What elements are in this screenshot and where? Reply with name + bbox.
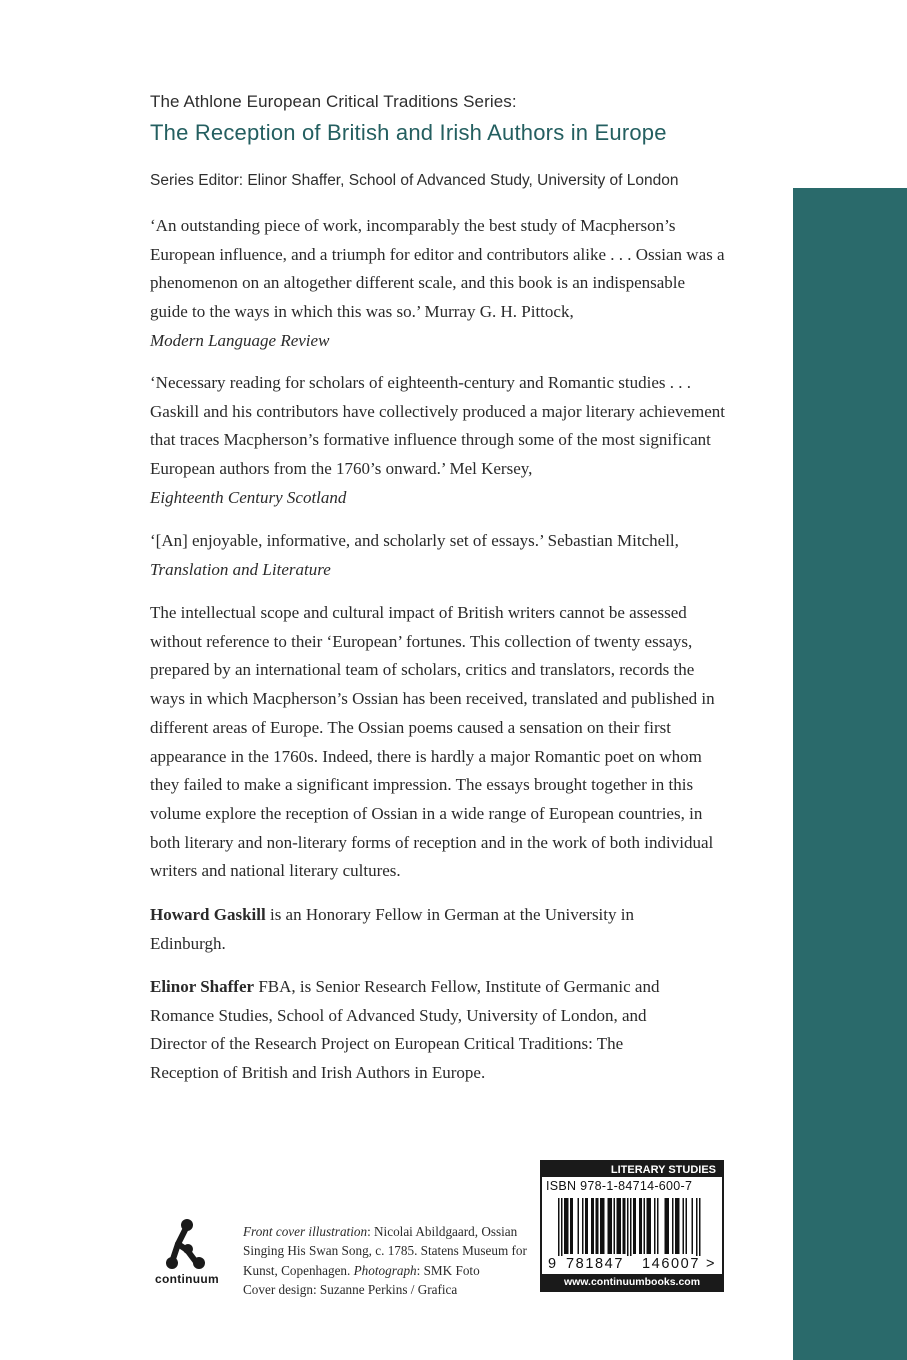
barcode-bar xyxy=(692,1198,694,1254)
digit-group-left: 781847 xyxy=(566,1256,624,1272)
bio-text: FBA, is Senior Research Fellow, Institute of Germanic and Romance Studies, School of Advanced Study, University of London, and Director of the Research Project on European Critical Traditions: The Reception of British and Irish Authors in Europe. xyxy=(150,977,660,1083)
barcode-bar xyxy=(558,1198,560,1260)
barcode-bar xyxy=(647,1198,649,1254)
quiet-zone-mark: > xyxy=(706,1256,715,1272)
barcode-block xyxy=(540,1160,724,1292)
barcode-bar xyxy=(696,1198,698,1260)
bio-text: is an Honorary Fellow in German at the University in Edinburgh. xyxy=(150,905,634,953)
publisher-logo xyxy=(148,1218,226,1286)
credit-label: Photograph xyxy=(353,1262,417,1278)
publisher-name: continuum xyxy=(154,1272,220,1286)
quote-text: ‘Necessary reading for scholars of eighteenth-century and Romantic studies . . . Gaskill and his contributors have collectively produced a major literary achievement that traces Macpherson’s formative influence through some of the most significant European authors from the 1760’s onward.’ Mel Kersey, xyxy=(150,373,725,479)
digit-first: 9 xyxy=(548,1256,557,1272)
barcode-bar xyxy=(665,1198,667,1254)
teal-side-band xyxy=(793,188,907,1360)
barcode-bar xyxy=(678,1198,680,1254)
barcode-bar xyxy=(566,1198,568,1254)
barcode-bar xyxy=(600,1198,602,1254)
series-editor: Series Editor: Elinor Shaffer, School of Advanced Study, University of London xyxy=(150,172,679,189)
barcode-bar xyxy=(672,1198,674,1254)
barcode-bar xyxy=(644,1198,646,1254)
bio-name: Elinor Shaffer xyxy=(150,977,255,996)
barcode-bar xyxy=(596,1198,598,1254)
barcode-bar xyxy=(639,1198,641,1254)
credit-text: : SMK Foto xyxy=(416,1262,480,1278)
publisher-website: www.continuumbooks.com xyxy=(542,1274,722,1290)
category-label: LITERARY STUDIES xyxy=(542,1162,722,1177)
series-line: The Athlone European Critical Traditions Series: xyxy=(150,92,517,111)
isbn-text: ISBN 978-1-84714-600-7 xyxy=(546,1179,693,1193)
barcode-bar xyxy=(593,1198,595,1254)
review-quote-2 xyxy=(150,369,725,513)
review-quote-1 xyxy=(150,212,725,356)
continuum-logo-icon xyxy=(166,1218,208,1270)
barcode-bar xyxy=(624,1198,626,1254)
barcode-bar xyxy=(614,1198,616,1254)
barcode-bar xyxy=(677,1198,679,1254)
barcode-bar xyxy=(570,1198,572,1254)
barcode-bars xyxy=(546,1198,718,1260)
barcode-bar xyxy=(699,1198,701,1260)
barcode-bar xyxy=(609,1198,611,1254)
barcode-bar xyxy=(657,1198,659,1254)
barcode-bar xyxy=(582,1198,584,1254)
barcode-bar xyxy=(597,1198,599,1254)
barcode-bar xyxy=(617,1198,619,1254)
barcode-bar xyxy=(627,1198,629,1260)
barcode-bar xyxy=(602,1198,604,1254)
barcode-bar xyxy=(623,1198,625,1254)
quote-source: Translation and Literature xyxy=(150,559,331,579)
series-title: The Reception of British and Irish Authors in Europe xyxy=(150,120,667,145)
quote-text: ‘An outstanding piece of work, incomparably the best study of Macpherson’s European influence, and a triumph for editor and contributors alike . . . Ossian was a phenomenon on an altogether different scale, and this book is an indispensable guide to the ways in which this was so.’ Murray G. H. Pittock, xyxy=(150,216,725,322)
barcode-bar xyxy=(633,1198,635,1254)
barcode-bar xyxy=(567,1198,569,1254)
barcode-bar xyxy=(630,1198,632,1260)
barcode-bar xyxy=(578,1198,580,1254)
author-bio-shaffer xyxy=(150,973,690,1088)
barcode-bar xyxy=(620,1198,622,1254)
book-description: The intellectual scope and cultural impact of British writers cannot be assessed without reference to their ‘European’ fortunes. This collection of twenty essays, prepared by an international team of scholars, critics and translators, records the ways in which Macpherson’s Ossian has been received, translated and published in different areas of Europe. The Ossian poems caused a sensation on their first appearance in the 1760s. Indeed, there is hardly a major Romantic poet on whom they failed to make a significant impression. The essays brought together in this volume explore the reception of Ossian in a wide range of European countries, in both literary and non-literary forms of reception and in the work of both individual writers and national literary cultures. xyxy=(150,603,715,881)
barcode-bar xyxy=(686,1198,688,1254)
cover-credits xyxy=(243,1222,533,1300)
barcode-bar xyxy=(635,1198,637,1254)
barcode-bar xyxy=(618,1198,620,1254)
quote-source: Eighteenth Century Scotland xyxy=(150,487,347,507)
barcode-bar xyxy=(654,1198,656,1254)
barcode-bar xyxy=(587,1198,589,1254)
author-bio-gaskill xyxy=(150,901,660,958)
digit-group-right: 146007 xyxy=(642,1256,700,1272)
barcode-bar xyxy=(650,1198,652,1254)
barcode-bar xyxy=(572,1198,574,1254)
credit-label: Front cover illustration xyxy=(243,1224,368,1239)
quote-text: ‘[An] enjoyable, informative, and scholarly set of essays.’ Sebastian Mitchell, xyxy=(150,531,679,550)
barcode-bar xyxy=(666,1198,668,1254)
barcode-bar xyxy=(561,1198,563,1260)
barcode-digits xyxy=(546,1256,718,1272)
bio-name: Howard Gaskill xyxy=(150,905,266,924)
barcode-bar xyxy=(611,1198,613,1254)
barcode-bar xyxy=(675,1198,677,1254)
barcode-bar xyxy=(683,1198,685,1254)
review-quote-3 xyxy=(150,527,725,584)
barcode-bar xyxy=(668,1198,670,1254)
barcode-bar xyxy=(608,1198,610,1254)
barcode-bar xyxy=(585,1198,587,1254)
barcode-bar xyxy=(591,1198,593,1254)
barcode-bar xyxy=(564,1198,566,1254)
barcode-bar xyxy=(648,1198,650,1254)
quote-source: Modern Language Review xyxy=(150,330,330,350)
barcode-bar xyxy=(603,1198,605,1254)
barcode-bar xyxy=(641,1198,643,1254)
cover-design-credit: Cover design: Suzanne Perkins / Grafica xyxy=(243,1282,458,1298)
credit-text: : Nicolai Abildgaard, Ossian Singing His Swan Song, c. 1785. Statens Museum for Kunst, Copenhagen. xyxy=(243,1224,527,1278)
